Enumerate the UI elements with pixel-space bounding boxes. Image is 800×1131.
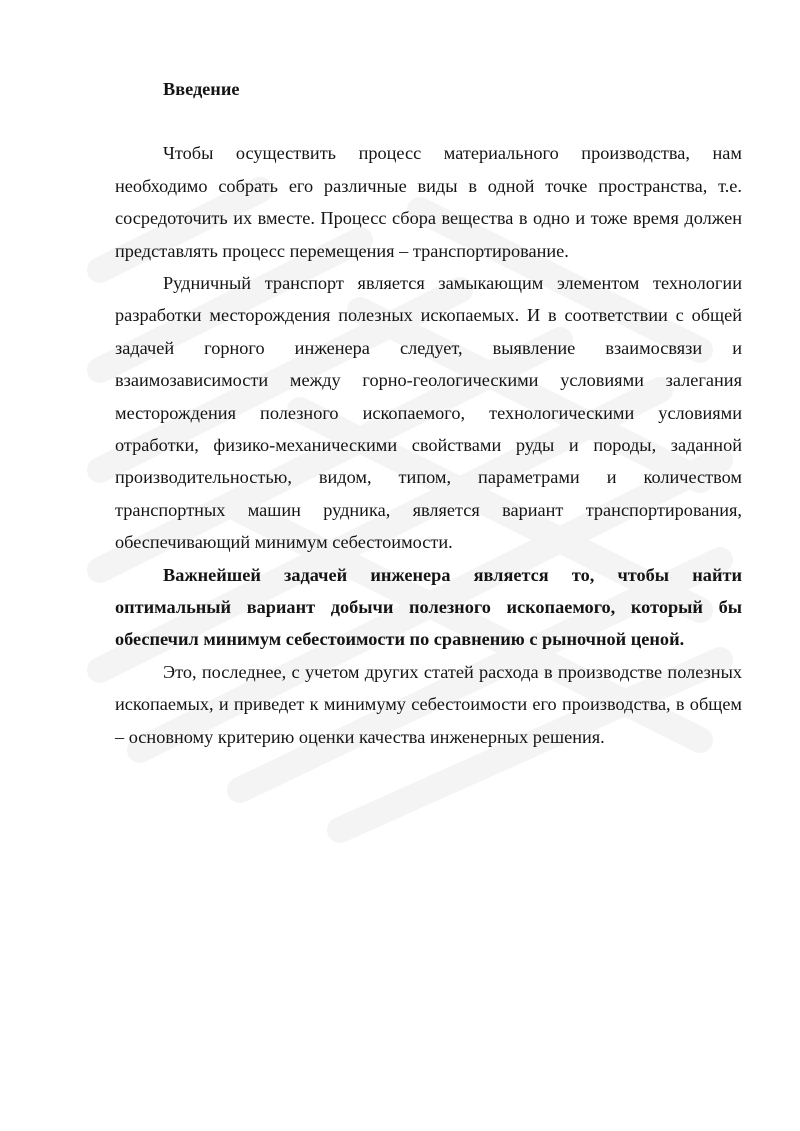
- paragraph-conclusion: Это, последнее, с учетом других статей расхода в производстве полезных ископаемых, и приведет к минимуму себестоимости его производства, в общем – основному критерию оценки качества инженерных решения.: [115, 661, 742, 747]
- paragraph-intro: Чтобы осуществить процесс материального производства, нам необходимо собрать его различные виды в одной точке пространства, т.е. сосредоточить их вместе. Процесс сбора вещества в одно и тоже время должен представлять процесс перемещения – транспортирование.: [115, 143, 742, 261]
- paragraph-mine-transport: Рудничный транспорт является замыкающим элементом технологии разработки месторождения полезных ископаемых. И в соответствии с общей задачей горного инженера следует, выявление взаимосвязи и взаимозависимости между горно-геологическими условиями залегания месторождения полезного ископаемого, технологическими условиями отработки, физико-механическими свойствами руды и породы, заданной производительностью, видом, типом, параметрами и количеством транспортных машин рудника, является вариант транспортирования, обеспечивающий минимум себестоимости.: [115, 273, 742, 553]
- document-body: [115, 73, 742, 753]
- heading-spacer: [115, 105, 742, 137]
- section-heading: Введение: [163, 79, 240, 99]
- paragraph-key-task: Важнейшей задачей инженера является то, чтобы найти оптимальный вариант добычи полезного ископаемого, который бы обеспечил минимум себестоимости по сравнению с рыночной ценой.: [115, 564, 742, 650]
